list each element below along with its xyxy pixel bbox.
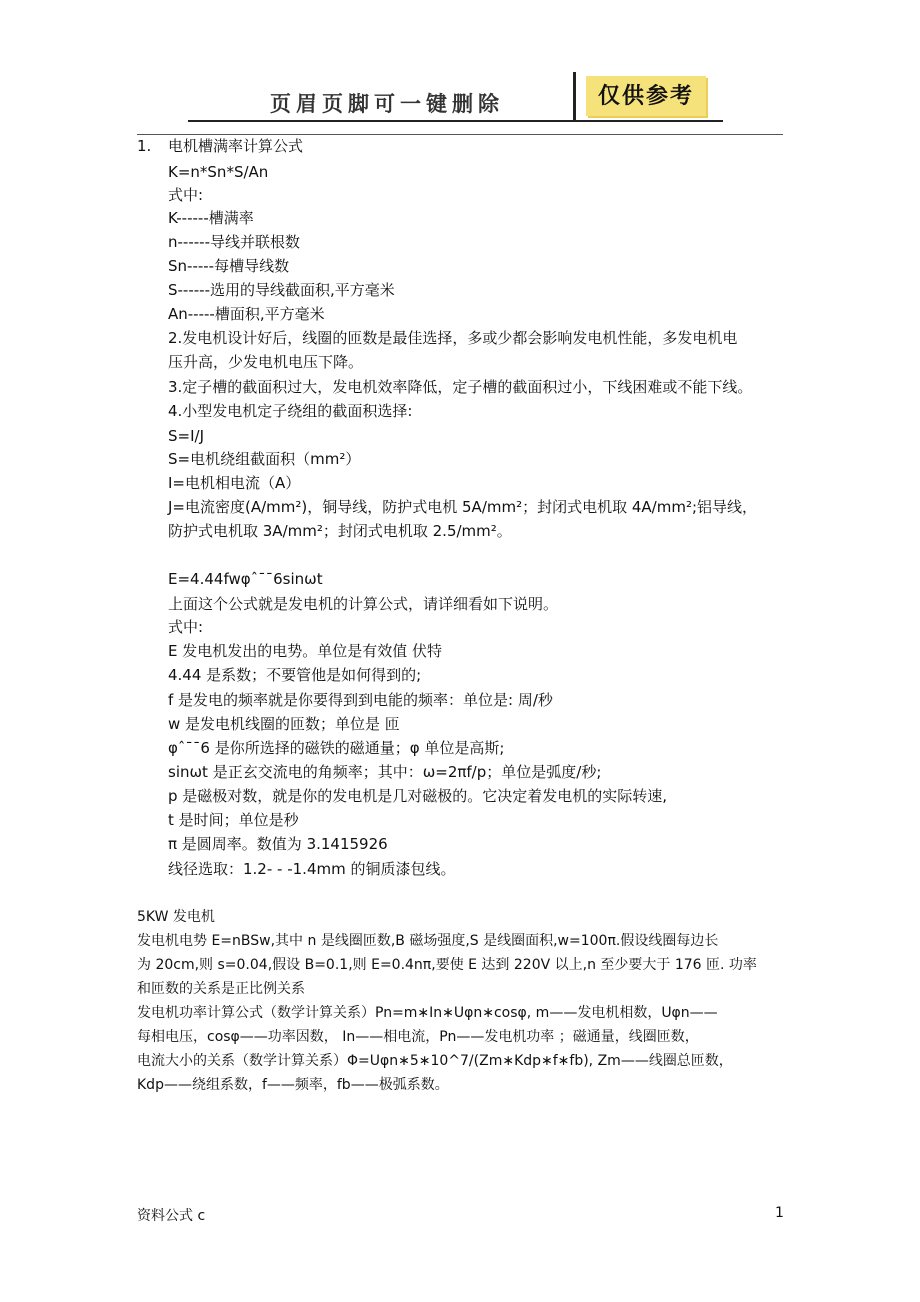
body-line: S=电机绕组截面积（mm²） — [168, 450, 361, 468]
section1-title: 电机槽满率计算公式 — [168, 137, 304, 155]
body-line: S------选用的导线截面积,平方毫米 — [168, 281, 395, 299]
body-line: 发电机功率计算公式（数学计算关系）Pn=m∗In∗Uφn∗cosφ, m——发电机相数，Uφn—— — [137, 1005, 718, 1021]
body-line: 每相电压，cosφ——功率因数， In——相电流，Pn——发电机功率 ；磁通量，线圈匝数， — [137, 1029, 699, 1045]
body-line: Kdp——绕组系数，f——频率，fb——极弧系数。 — [137, 1077, 449, 1093]
body-line: An-----槽面积,平方毫米 — [168, 305, 325, 323]
body-line: K------槽满率 — [168, 209, 254, 227]
body-line: 3.定子槽的截面积过大，发电机效率降低，定子槽的截面积过小，下线困难或不能下线。 — [168, 378, 753, 396]
body-line: 上面这个公式就是发电机的计算公式，请详细看如下说明。 — [168, 595, 559, 613]
body-line: π 是圆周率。数值为 3.1415926 — [168, 835, 388, 853]
page-top-rule — [137, 134, 783, 135]
body-line: sinωt 是正玄交流电的角频率；其中：ω=2πf/p；单位是弧度/秒; — [168, 763, 602, 781]
body-line: 式中: — [168, 618, 204, 636]
body-line: S=I/J — [168, 427, 204, 445]
body-line: 电流大小的关系（数学计算关系）Φ=Uφn∗5∗10^7/(Zm∗Kdp∗f∗fb), Zm——线圈总匝数， — [137, 1053, 733, 1069]
body-line: 4.44 是系数；不要管他是如何得到的; — [168, 666, 422, 684]
body-line: K=n*Sn*S/An — [168, 163, 269, 181]
body-line: t 是时间；单位是秒 — [168, 811, 299, 829]
body-line: φˆ¯¯6 是你所选择的磁铁的磁通量；φ 单位是高斯; — [168, 739, 505, 757]
reference-stamp-text: 仅供参考 — [597, 83, 694, 109]
body-line: 4.小型发电机定子绕组的截面积选择: — [168, 402, 413, 420]
body-line: 2.发电机设计好后，线圈的匝数是最佳选择，多或少都会影响发电机性能，多发电机电 — [168, 329, 738, 347]
body-line: f 是发电的频率就是你要得到到电能的频率：单位是: 周/秒 — [168, 691, 553, 709]
section1-number: 1. — [137, 137, 152, 155]
page-number: 1 — [775, 1205, 784, 1221]
body-line: 线径选取：1.2- - -1.4mm 的铜质漆包线。 — [168, 860, 456, 878]
reference-stamp — [586, 76, 706, 116]
header-underline — [188, 120, 723, 122]
body-line: 为 20cm,则 s=0.04,假设 B=0.1,则 E=0.4nπ,要使 E 达到 220V 以上,n 至少要大于 176 匝. 功率 — [137, 957, 757, 973]
footer-label: 资料公式 c — [137, 1208, 206, 1224]
section3-title: 5KW 发电机 — [137, 909, 215, 925]
body-line: J=电流密度(A/mm²)，铜导线，防护式电机 5A/mm²；封闭式电机取 4A/mm²;铝导线， — [168, 498, 758, 516]
body-line: w 是发电机线圈的匝数；单位是 匝 — [168, 715, 400, 733]
header-banner-text: 页眉页脚可一键删除 — [270, 91, 504, 116]
header-divider — [573, 72, 576, 122]
body-line: I=电机相电流（A） — [168, 474, 301, 492]
header-banner — [188, 70, 723, 126]
body-line: 式中: — [168, 186, 204, 204]
body-line: n------导线并联根数 — [168, 233, 300, 251]
body-line: 和匝数的关系是正比例关系 — [137, 981, 305, 997]
body-line: 发电机电势 E=nBSw,其中 n 是线圈匝数,B 磁场强度,S 是线圈面积,w=100π.假设线圈每边长 — [137, 933, 719, 949]
formula-line: E=4.44fwφˆ¯¯6sinωt — [168, 570, 323, 588]
body-line: 防护式电机取 3A/mm²；封闭式电机取 2.5/mm²。 — [168, 522, 512, 540]
body-line: p 是磁极对数，就是你的发电机是几对磁极的。它决定着发电机的实际转速, — [168, 787, 668, 805]
body-line: E 发电机发出的电势。单位是有效值 伏特 — [168, 642, 443, 660]
body-line: 压升高，少发电机电压下降。 — [168, 353, 364, 371]
body-line: Sn-----每槽导线数 — [168, 257, 290, 275]
